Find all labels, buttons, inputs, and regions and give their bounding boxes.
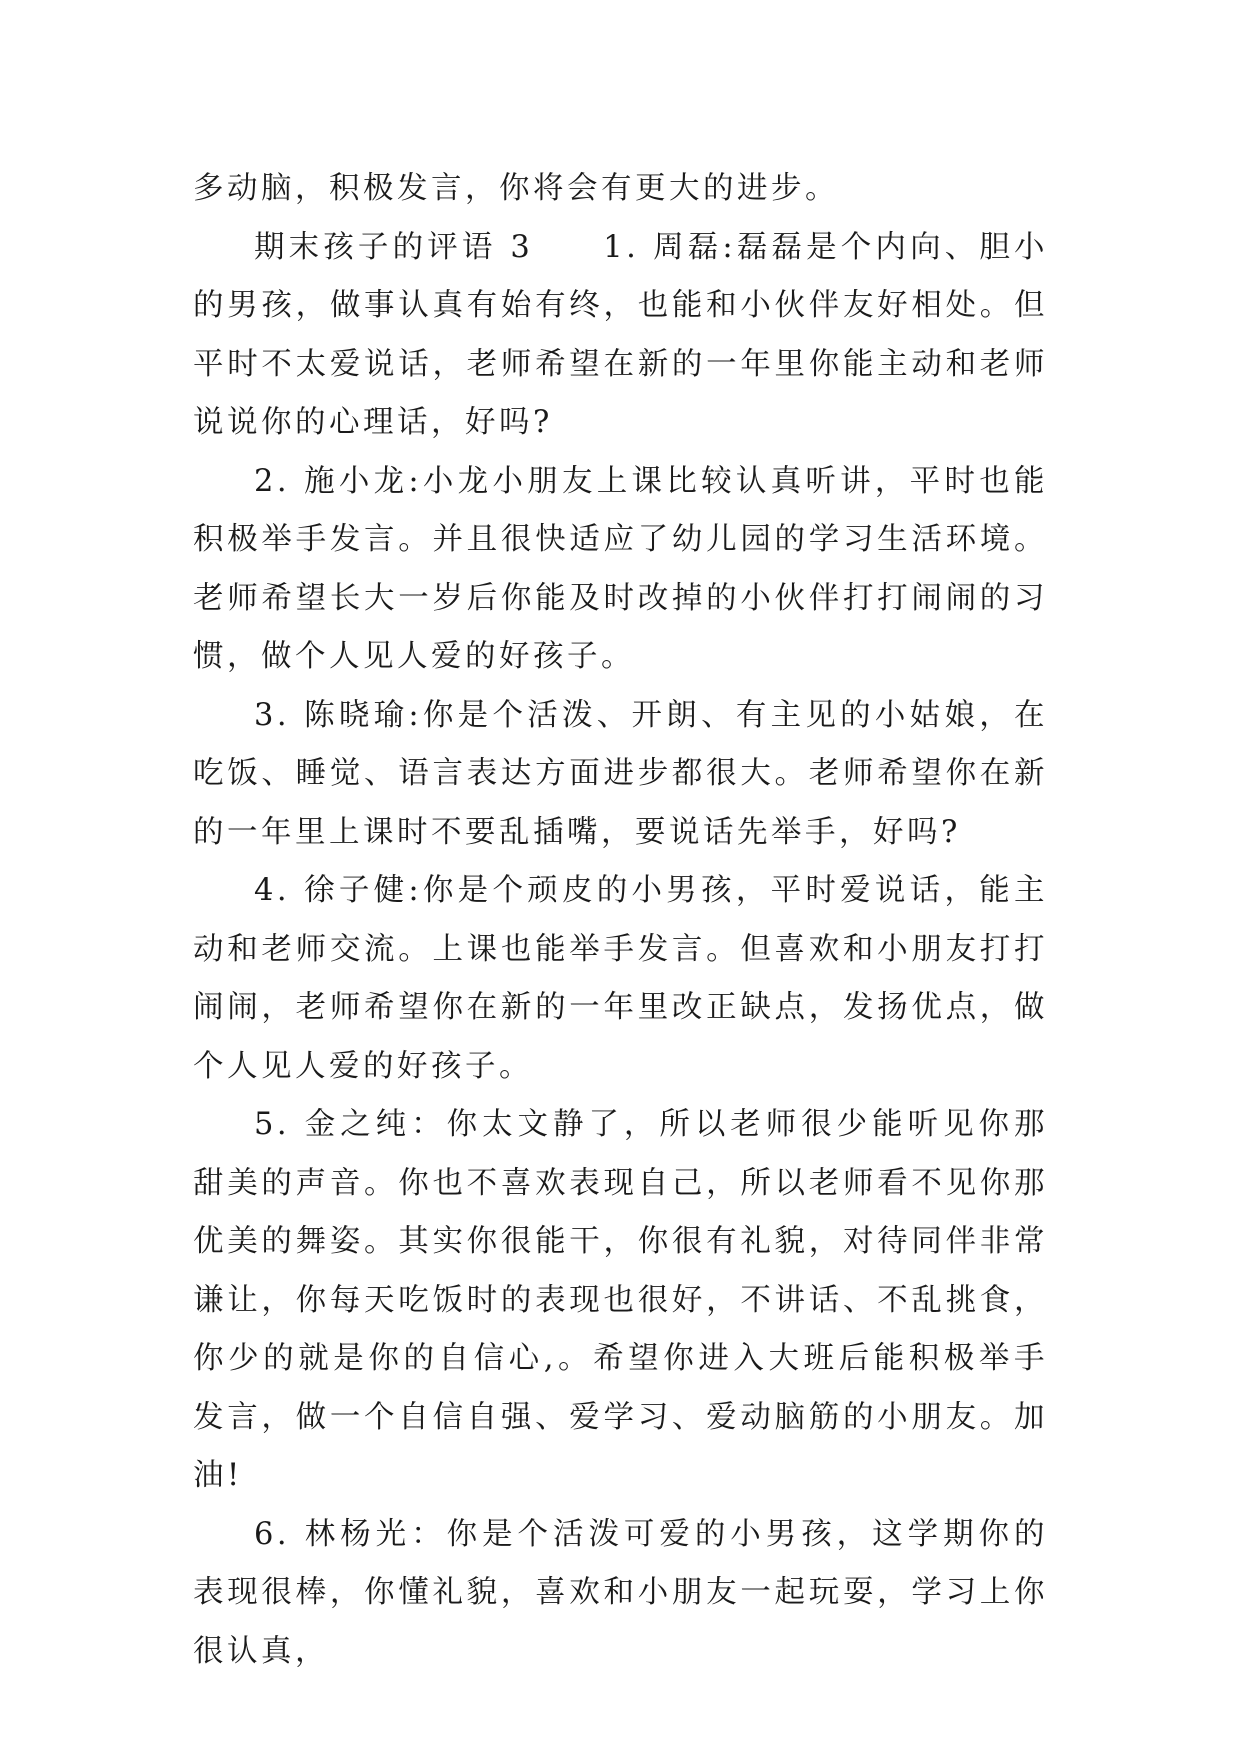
paragraph-4: 4. 徐子健:你是个顽皮的小男孩，平时爱说话，能主动和老师交流。上课也能举手发言。但喜欢和小朋友打打闹闹，老师希望你在新的一年里改正缺点，发扬优点，做个人见人爱的好孩子。 xyxy=(193,873,1048,1084)
paragraph-3: 3. 陈晓瑜:你是个活泼、开朗、有主见的小姑娘，在吃饭、睡觉、语言表达方面进步都很大。老师希望你在新的一年里上课时不要乱插嘴，要说话先举手，好吗? xyxy=(193,697,1048,850)
document-body xyxy=(193,160,1048,1681)
paragraph-6: 6. 林杨光：你是个活泼可爱的小男孩，这学期你的表现很棒，你懂礼貌，喜欢和小朋友一起玩耍，学习上你很认真， xyxy=(193,1516,1048,1669)
paragraph-0: 多动脑，积极发言，你将会有更大的进步。 xyxy=(193,171,839,206)
paragraph-1: 期末孩子的评语 3 1. 周磊:磊磊是个内向、胆小的男孩，做事认真有始有终，也能和小伙伴友好相处。但平时不太爱说话，老师希望在新的一年里你能主动和老师说说你的心理话，好吗? xyxy=(193,229,1048,440)
paragraph-2: 2. 施小龙:小龙小朋友上课比较认真听讲，平时也能积极举手发言。并且很快适应了幼儿园的学习生活环境。老师希望长大一岁后你能及时改掉的小伙伴打打闹闹的习惯，做个人见人爱的好孩子。 xyxy=(193,463,1048,674)
paragraph-5: 5. 金之纯：你太文静了，所以老师很少能听见你那甜美的声音。你也不喜欢表现自己，所以老师看不见你那优美的舞姿。其实你很能干，你很有礼貌，对待同伴非常谦让，你每天吃饭时的表现也很好，不讲话、不乱挑食，你少的就是你的自信心,。希望你进入大班后能积极举手发言，做一个自信自强、爱学习、爱动脑筋的小朋友。加油! xyxy=(193,1107,1048,1493)
